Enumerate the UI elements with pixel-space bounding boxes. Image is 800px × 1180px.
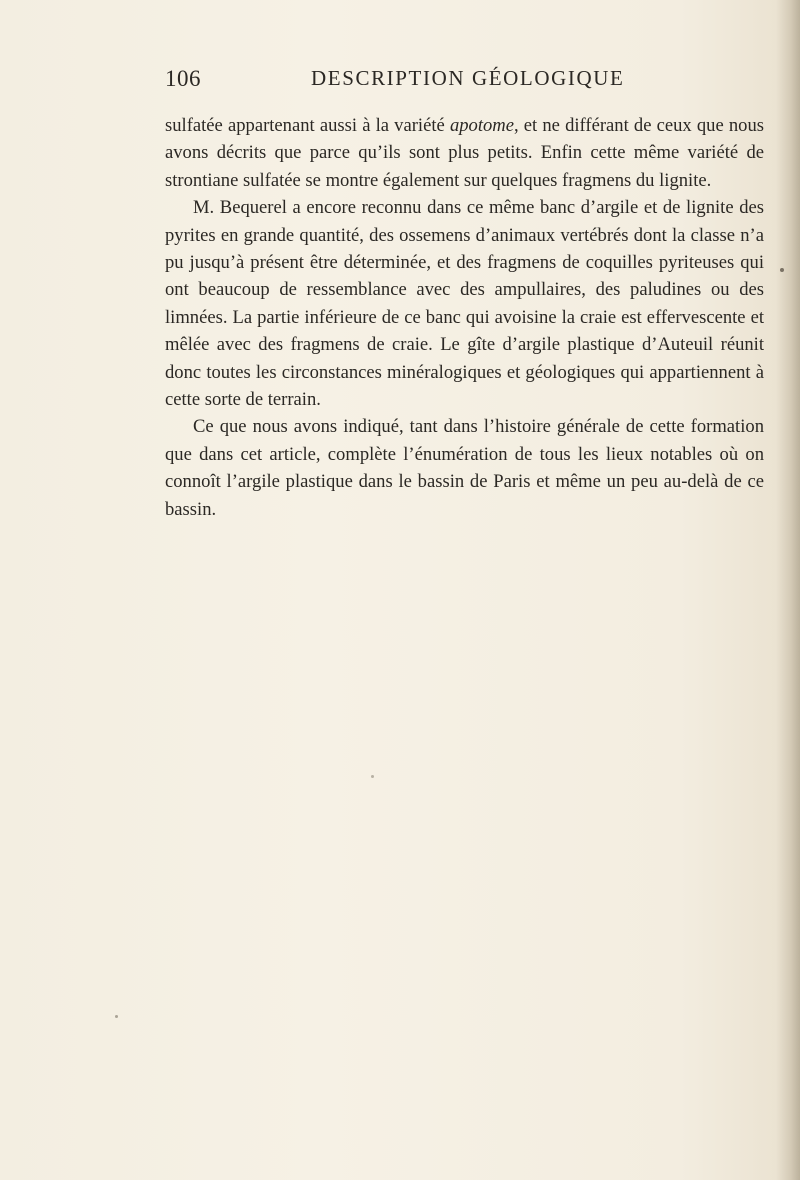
paragraph-1: [165, 112, 764, 194]
paper-speck: [780, 268, 784, 272]
italic-term: apotome: [449, 115, 514, 136]
paragraph-1-text-after: , et ne différant de ceux que nous avons décrits que parce qu’ils sont plus petits. Enfin cette même variété de strontiane sulfatée se montre également sur quelques fragmens du lignite.: [165, 115, 765, 191]
page-number: 106: [165, 66, 201, 91]
body-text: [165, 112, 764, 523]
paragraph-1-text-before: sulfatée appartenant aussi à la variété: [165, 115, 450, 136]
page-edge-shadow: [776, 0, 800, 1180]
paragraph-3: Ce que nous avons indiqué, tant dans l’histoire générale de cette formation que dans cet article, complète l’énumération de tous les lieux notables où on connoît l’argile plastique dans le bassin de Paris et même un peu au-delà de ce bassin.: [165, 416, 764, 520]
paragraph-2: M. Bequerel a encore reconnu dans ce même banc d’argile et de lignite des pyrites en grande quantité, des ossemens d’animaux vertébrés dont la classe n’a pu jusqu’à présent être déterminée, et des fragmens de coquilles pyriteuses qui ont beaucoup de ressemblance avec des ampullaires, des paludines ou des limnées. La partie inférieure de ce banc qui avoisine la craie est effervescente et mêlée avec des fragmens de craie. Le gîte d’argile plastique d’Auteuil réunit donc toutes les circonstances minéralogiques et géologiques qui appartiennent à cette sorte de terrain.: [165, 197, 764, 411]
paper-speck: [115, 1015, 118, 1018]
running-title: DESCRIPTION GÉOLOGIQUE: [311, 66, 625, 90]
paper-speck: [371, 775, 374, 778]
page-header: [165, 66, 765, 100]
